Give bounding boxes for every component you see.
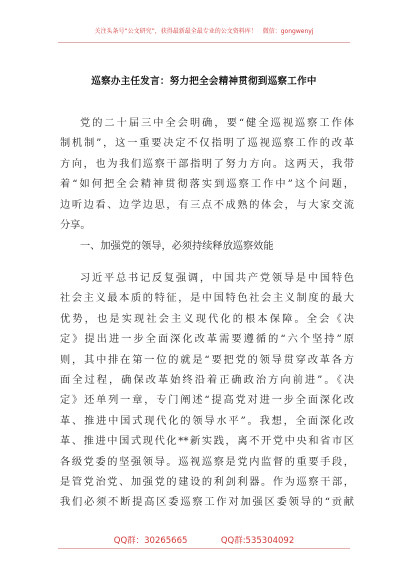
text-line: 习近平总书记反复强调，中国共产党领导是中国特色: [80, 273, 354, 284]
text-line: 制机制”，这一重要决定不仅指明了巡视巡察工作的改革: [60, 138, 354, 150]
footer-divider: [58, 548, 350, 549]
text-line: 方向，也为我们巡察干部指明了努力方向。这两天，我带: [60, 158, 354, 170]
promo-banner: 关注头条号“公文研究”，获得最新最全最专业的公文资料库！ 微信：gongwenyj: [94, 28, 314, 35]
section-heading: [60, 237, 354, 257]
text-line: 定》提出进一步全面深化改革需要遵循的“六个坚持”原: [60, 334, 354, 346]
text-line: 定》还单列一章，专门阐述“提高党对进一步全面深化改: [60, 395, 354, 407]
text-line: 分享。: [60, 219, 91, 231]
qq-group-1: QQ群：30265665: [113, 536, 188, 546]
text-line: 社会主义最本质的特征，是中国特色社会主义制度的最大: [60, 293, 354, 305]
text-line: 革、推进中国式现代化的领导水平”。我想，全面深化改: [60, 415, 354, 427]
text-line: 面全过程，确保改革始终沿着正确政治方向前进”。《决: [60, 374, 354, 386]
text-line: 我们必须不断提高区委巡察工作对加强区委领导的“贡献: [60, 497, 354, 509]
text-line: 革、推进中国式现代化**新实践，离不开党中央和省市区: [60, 436, 354, 448]
text-line: 着“如何把全会精神贯彻落实到巡察工作中”这个问题，: [60, 179, 354, 191]
paragraph-section1: [60, 269, 354, 514]
text-line: 党的二十届三中全会明确，要“健全巡视巡察工作体: [80, 118, 354, 129]
header-divider: [58, 42, 350, 43]
footer-contact: [0, 534, 408, 546]
text-line: 优势，也是实现社会主义现代化的根本保障。全会《决: [60, 313, 354, 325]
text-line: 各级党委的坚强领导。巡视巡察是党内监督的重要手段，: [60, 456, 354, 468]
section-heading-text: 一、加强党的领导，必须持续释放巡察效能: [80, 241, 274, 252]
paragraph-intro: [60, 114, 354, 236]
text-line: 边听边看、边学边思，有三点不成熟的体会，与大家交流: [60, 199, 354, 211]
text-line: 是管党治党、加强党的建设的利剑利器。作为巡察干部，: [60, 476, 354, 488]
qq-group-2: QQ群:535304092: [220, 536, 295, 546]
document-title: 巡察办主任发言：努力把全会精神贯彻到巡察工作中: [91, 76, 317, 87]
text-line: 则，其中排在第一位的就是“要把党的领导贯穿改革各方: [60, 354, 354, 366]
